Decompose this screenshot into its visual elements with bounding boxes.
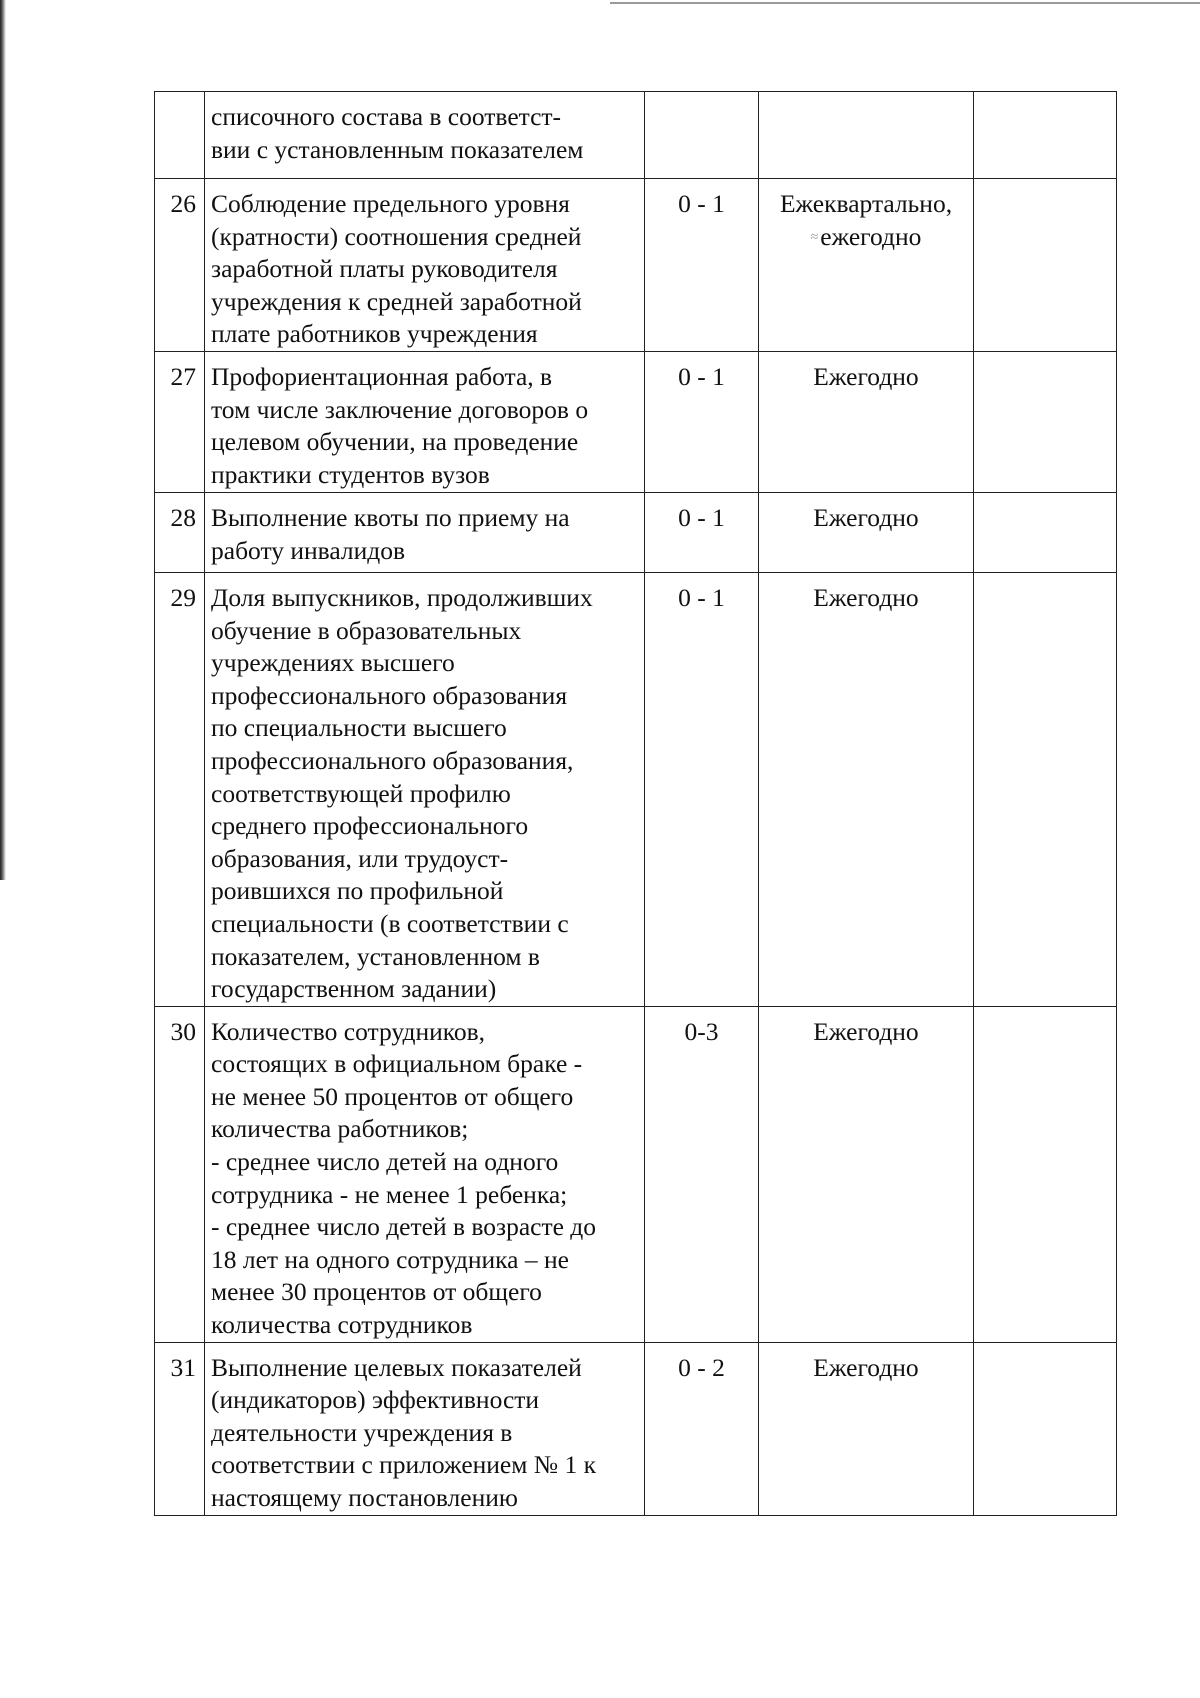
frequency — [759, 572, 974, 1006]
row-number: 27 — [155, 351, 205, 492]
row-number: 30 — [155, 1006, 205, 1342]
table-row — [155, 1342, 1117, 1515]
frequency — [759, 1342, 974, 1515]
criterion-line: показателем, установленном в — [211, 941, 540, 971]
criterion-line: том числе заключение договоров о — [211, 394, 589, 424]
frequency-line: Ежегодно — [813, 361, 919, 391]
criteria-table-body — [155, 92, 1117, 1516]
score-range — [645, 92, 759, 179]
frequency-line: Ежегодно — [813, 502, 919, 532]
criterion-line: профессионального образования — [211, 680, 568, 710]
empty-cell — [974, 351, 1117, 492]
table-row — [155, 351, 1117, 492]
criterion-line: Выполнение целевых показателей — [211, 1352, 582, 1382]
table-row — [155, 492, 1117, 572]
criterion-line: состоящих в официальном браке - — [211, 1049, 583, 1079]
frequency — [759, 179, 974, 352]
criterion-line: учреждения к средней заработной — [211, 286, 582, 316]
score-range: 0 - 1 — [645, 572, 759, 1006]
criterion-line: соответствующей профилю — [211, 778, 511, 808]
frequency-line — [759, 221, 973, 255]
criterion-line: целевом обучении, на проведение — [211, 427, 579, 457]
criterion-line: среднего профессионального — [211, 811, 529, 841]
score-range: 0 - 2 — [645, 1342, 759, 1515]
criterion-line: учреждениях высшего — [211, 648, 455, 678]
table-row — [155, 92, 1117, 179]
empty-cell — [974, 179, 1117, 352]
row-number — [155, 92, 205, 179]
frequency-line: Ежегодно — [813, 1016, 919, 1046]
score-range: 0 - 1 — [645, 492, 759, 572]
criterion-text — [205, 572, 645, 1006]
table-row — [155, 1006, 1117, 1342]
frequency-line: Ежегодно — [813, 1352, 919, 1382]
criterion-line: количества работников; — [211, 1114, 469, 1144]
criterion-line: работу инвалидов — [211, 535, 406, 565]
criterion-line: заработной платы руководителя — [211, 254, 558, 284]
criterion-text — [205, 1342, 645, 1515]
criterion-line: соответствии с приложением № 1 к — [211, 1450, 596, 1480]
table-row — [155, 572, 1117, 1006]
criterion-line: по специальности высшего — [211, 713, 507, 743]
criterion-line: (кратности) соотношения средней — [211, 221, 582, 251]
criterion-line: 18 лет на одного сотрудника – не — [211, 1244, 569, 1274]
row-number: 26 — [155, 179, 205, 352]
criterion-line: государственном задании) — [211, 974, 497, 1004]
scan-edge-line — [610, 2, 1200, 4]
criterion-line: роившихся по профильной — [211, 876, 504, 906]
row-number: 28 — [155, 492, 205, 572]
empty-cell — [974, 92, 1117, 179]
criteria-table — [154, 91, 1117, 1516]
frequency — [759, 492, 974, 572]
criterion-line: - среднее число детей в возрасте до — [211, 1212, 597, 1242]
criterion-line: образования, или трудоуст- — [211, 843, 509, 873]
criterion-line: специальности (в соответствии с — [211, 908, 569, 938]
score-range: 0-3 — [645, 1006, 759, 1342]
empty-cell — [974, 1342, 1117, 1515]
empty-cell — [974, 1006, 1117, 1342]
criterion-line: Выполнение квоты по приему на — [211, 502, 570, 532]
frequency — [759, 92, 974, 179]
criterion-line: практики студентов вузов — [211, 459, 490, 489]
criterion-line: вии с установленным показателем — [211, 134, 584, 164]
row-number: 29 — [155, 572, 205, 1006]
criterion-line: списочного состава в соответст- — [211, 102, 562, 131]
scan-artifact-icon: ≈ — [810, 230, 819, 246]
criterion-line: деятельности учреждения в — [211, 1417, 513, 1447]
scan-edge-shadow — [0, 0, 6, 880]
criterion-text — [205, 179, 645, 352]
empty-cell — [974, 572, 1117, 1006]
criterion-line: профессионального образования, — [211, 745, 574, 775]
criterion-line: настоящему постановлению — [211, 1483, 518, 1512]
criterion-line: количества сотрудников — [211, 1310, 473, 1340]
criterion-line: - среднее число детей на одного — [211, 1147, 559, 1177]
frequency — [759, 1006, 974, 1342]
criterion-line: обучение в образовательных — [211, 615, 522, 645]
frequency-text: ежегодно — [820, 221, 922, 251]
empty-cell — [974, 492, 1117, 572]
frequency — [759, 351, 974, 492]
criterion-line: Количество сотрудников, — [211, 1016, 486, 1046]
criterion-line: плате работников учреждения — [211, 319, 538, 349]
table-row — [155, 179, 1117, 352]
criterion-text — [205, 351, 645, 492]
score-range: 0 - 1 — [645, 179, 759, 352]
criterion-line: сотрудника - не менее 1 ребенка; — [211, 1179, 568, 1209]
criterion-text — [205, 492, 645, 572]
criterion-text — [205, 1006, 645, 1342]
criterion-text — [205, 92, 645, 179]
criterion-line: Соблюдение предельного уровня — [211, 189, 570, 218]
score-range: 0 - 1 — [645, 351, 759, 492]
frequency-line: Ежеквартально, — [779, 189, 953, 218]
criterion-line: менее 30 процентов от общего — [211, 1277, 542, 1307]
criterion-line: Профориентационная работа, в — [211, 361, 553, 391]
criterion-line: не менее 50 процентов от общего — [211, 1081, 574, 1111]
criterion-line: Доля выпускников, продолживших — [211, 582, 593, 612]
row-number: 31 — [155, 1342, 205, 1515]
frequency-line: Ежегодно — [813, 582, 919, 612]
criterion-line: (индикаторов) эффективности — [211, 1385, 540, 1415]
